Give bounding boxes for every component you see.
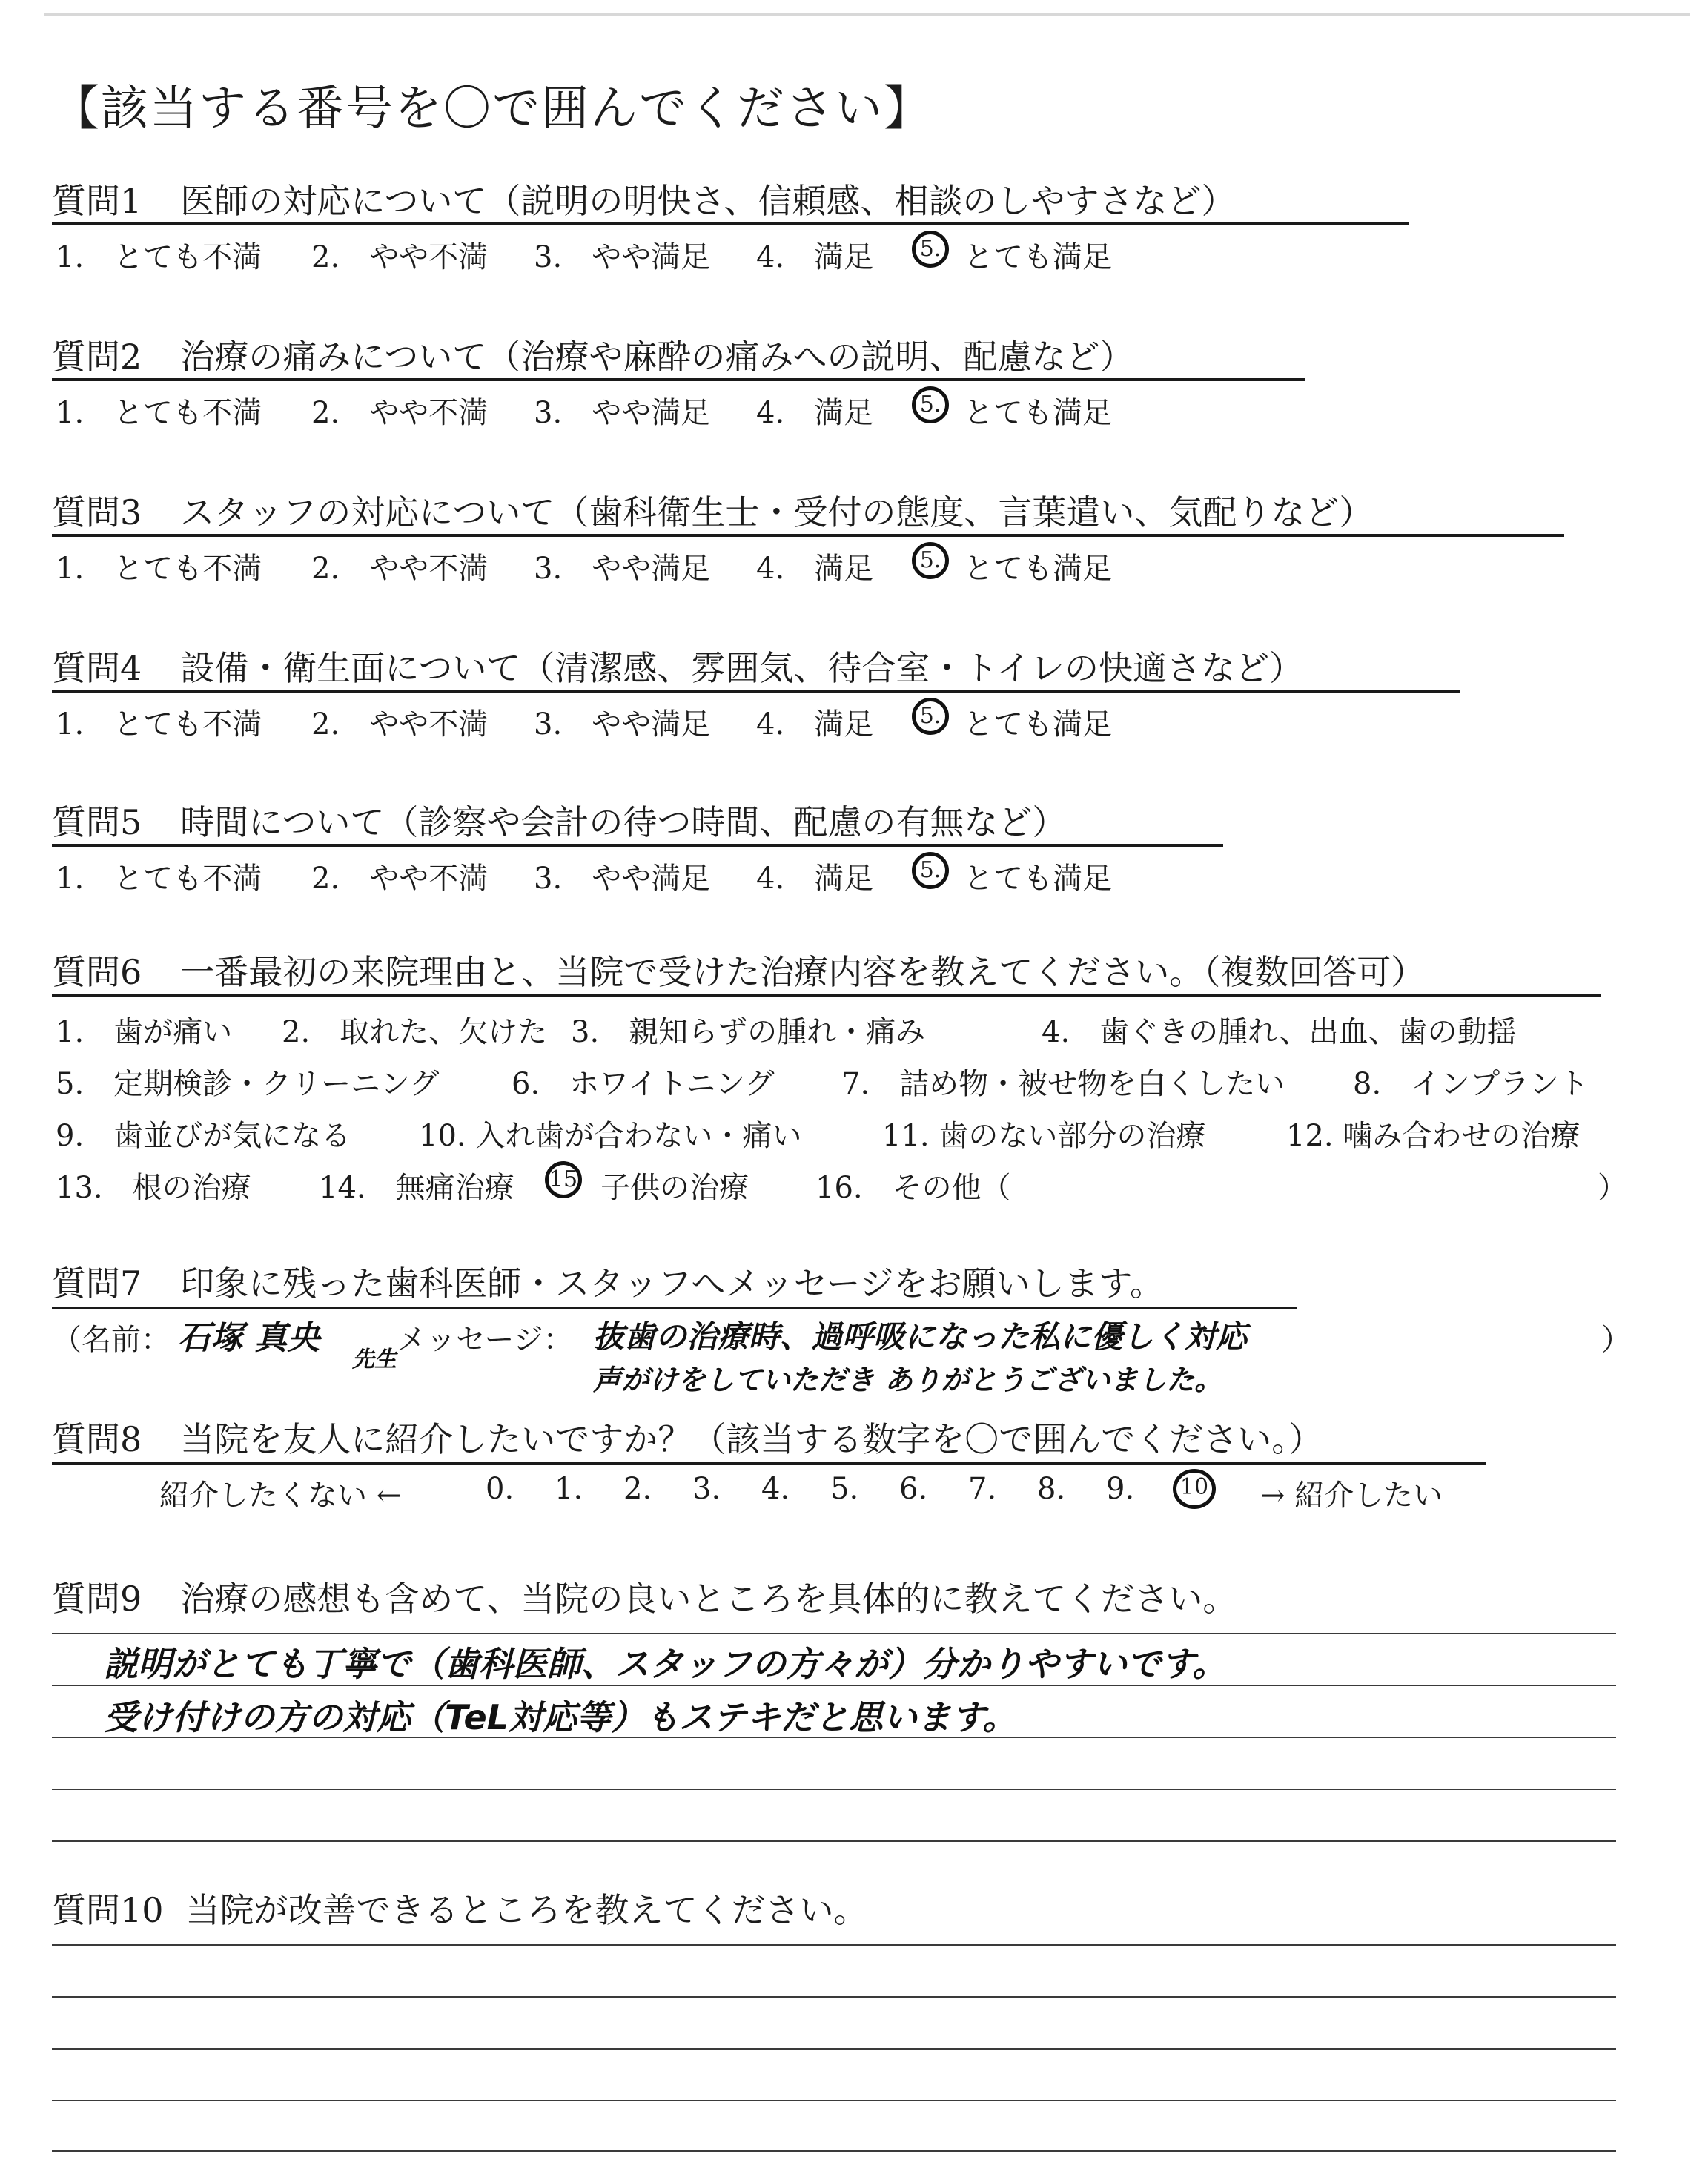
option-5-selected[interactable] [912,545,949,579]
q7-message-line2[interactable]: 声がけをしていただき ありがとうございました。 [593,1364,1223,1396]
q8-option[interactable]: 1. [555,1472,583,1506]
q6-option[interactable]: 8. インプラント [1353,1067,1589,1101]
question-title [52,641,1303,690]
question-text: 設備・衛生面について（清潔感、雰囲気、待合室・トイレの快適さなど） [180,648,1304,688]
satisfaction-options [0,701,1708,745]
option-2[interactable]: 2. やや不満 [311,707,489,742]
option-4[interactable]: 4. 満足 [756,396,874,430]
option-4[interactable]: 4. 満足 [756,707,874,742]
q6-other-close-paren: ） [1598,1171,1627,1205]
q6-option[interactable]: 9. 歯並びが気になる [56,1119,351,1153]
q10-number: 質問10 [52,1890,164,1930]
q7-name-suffix: 先生 [352,1347,397,1373]
option-2[interactable]: 2. やや不満 [311,396,489,430]
q8-option[interactable]: 8. [1037,1472,1066,1506]
q8-title [52,1413,1323,1462]
option-1[interactable]: 1. とても不満 [56,862,262,896]
option-5-label[interactable]: とても満足 [964,240,1112,274]
question-text: スタッフの対応について（歯科衛生士・受付の態度、言葉遣い、気配りなど） [180,492,1374,532]
q6-option[interactable]: 5. 定期検診・クリーニング [56,1067,440,1101]
q8-right-label: → 紹介したい [1260,1479,1443,1513]
q10-title [52,1883,868,1932]
q9-text: 治療の感想も含めて、当院の良いところを具体的に教えてください。 [180,1579,1237,1619]
q7-underline [52,1307,1297,1309]
q7-name-value[interactable]: 石塚 真央 [178,1319,320,1357]
q8-option[interactable]: 9. [1106,1472,1135,1506]
q9-title [52,1572,1237,1621]
q9-answer-line1[interactable]: 説明がとても丁寧で（歯科医師、スタッフの方々が）分かりやすいです。 [104,1644,1227,1684]
satisfaction-options [0,855,1708,899]
q10-text: 当院が改善できるところを教えてください。 [185,1890,868,1930]
q6-option[interactable]: 4. 歯ぐきの腫れ、出血、歯の動揺 [1042,1015,1517,1049]
option-5-selected[interactable] [912,855,949,889]
option-5-label[interactable]: とても満足 [964,552,1112,586]
option-1[interactable]: 1. とても不満 [56,240,262,274]
question-number: 質問5 [52,802,142,842]
q9-number: 質問9 [52,1579,142,1619]
option-5-selected[interactable] [912,234,949,268]
question-number: 質問1 [52,181,142,221]
option-3[interactable]: 3. やや満足 [534,862,711,896]
q6-option[interactable]: 14. 無痛治療 [319,1171,514,1205]
q9-answer-line2[interactable]: 受け付けの方の対応（TeL対応等）もステキだと思います。 [104,1697,1017,1737]
selected-circle-mark: 15 [545,1161,582,1198]
selected-circle-mark: 5. [912,386,949,423]
option-3[interactable]: 3. やや満足 [534,240,711,274]
q7-text: 印象に残った歯科医師・スタッフへメッセージをお願いします。 [180,1264,1164,1304]
q8-option[interactable]: 4. [761,1472,790,1506]
question-title [52,486,1373,535]
q6-option[interactable]: 2. 取れた、欠けた [282,1015,548,1049]
question-number: 質問2 [52,337,142,377]
q8-option[interactable]: 7. [968,1472,997,1506]
option-5-selected[interactable] [912,389,949,423]
answer-line [52,2048,1616,2050]
q7-title [52,1257,1164,1306]
q6-option[interactable]: 12. 噛み合わせの治療 [1286,1119,1580,1153]
q6-option[interactable]: 6. ホワイトニング [512,1067,775,1101]
q6-number: 質問6 [52,952,142,992]
option-3[interactable]: 3. やや満足 [534,396,711,430]
q8-option[interactable]: 3. [692,1472,721,1506]
answer-line [52,1633,1616,1634]
question-text: 医師の対応について（説明の明快さ、信頼感、相談のしやすさなど） [180,181,1236,221]
option-5-label[interactable]: とても満足 [964,707,1112,742]
option-3[interactable]: 3. やや満足 [534,552,711,586]
q8-option[interactable]: 6. [899,1472,928,1506]
q6-option-other[interactable]: 16. その他（ [815,1171,1011,1205]
q6-option[interactable]: 3. 親知らずの腫れ・痛み [571,1015,926,1049]
q6-option[interactable]: 13. 根の治療 [56,1171,251,1205]
selected-circle-mark: 5. [912,542,949,579]
q7-message-line1[interactable]: 抜歯の治療時、過呼吸になった私に優しく対応 [593,1318,1248,1355]
q6-option[interactable]: 子供の治療 [600,1171,749,1205]
q6-title [52,945,1425,994]
answer-line [52,1944,1616,1946]
question-underline [52,534,1564,537]
answer-line [52,1685,1616,1686]
question-title [52,174,1236,223]
selected-circle-mark: 5. [912,698,949,735]
q8-number: 質問8 [52,1419,142,1459]
q8-left-label: 紹介したくない ← [159,1479,402,1513]
q7-number: 質問7 [52,1264,142,1304]
selected-circle-mark: 10 [1173,1469,1216,1509]
question-title [52,796,1066,845]
selected-circle-mark: 5. [912,852,949,889]
question-underline [52,844,1223,847]
q8-option-selected[interactable] [1173,1472,1216,1509]
option-2[interactable]: 2. やや不満 [311,862,489,896]
q8-text: 当院を友人に紹介したいですか？（該当する数字を〇で囲んでください。） [180,1419,1323,1459]
q6-option[interactable]: 10. 入れ歯が合わない・痛い [419,1119,802,1153]
satisfaction-options [0,545,1708,589]
option-4[interactable]: 4. 満足 [756,552,874,586]
question-title [52,330,1133,379]
option-4[interactable]: 4. 満足 [756,240,874,274]
option-2[interactable]: 2. やや不満 [311,552,489,586]
question-number: 質問4 [52,648,142,688]
option-1[interactable]: 1. とても不満 [56,396,262,430]
q8-option[interactable]: 0. [486,1472,514,1506]
q7-message-label: メッセージ： [397,1323,573,1357]
option-5-label[interactable]: とても満足 [964,396,1112,430]
satisfaction-options [0,389,1708,434]
option-1[interactable]: 1. とても不満 [56,552,262,586]
question-number: 質問3 [52,492,142,532]
option-1[interactable]: 1. とても不満 [56,707,262,742]
option-5-label[interactable]: とても満足 [964,862,1112,896]
q6-option-selected[interactable] [545,1164,582,1198]
q6-option[interactable]: 11. 歯のない部分の治療 [882,1119,1206,1153]
scan-edge [44,13,1690,20]
option-2[interactable]: 2. やや不満 [311,240,489,274]
q8-option[interactable]: 2. [623,1472,652,1506]
option-4[interactable]: 4. 満足 [756,862,874,896]
q7-name-label: （名前： [52,1323,171,1357]
answer-line [52,1789,1616,1790]
answer-line [52,1996,1616,1998]
q6-underline [52,994,1601,997]
option-3[interactable]: 3. やや満足 [534,707,711,742]
question-underline [52,378,1305,381]
q6-option[interactable]: 7. 詰め物・被せ物を白くしたい [841,1067,1285,1101]
option-5-selected[interactable] [912,701,949,735]
answer-line [52,2150,1616,2152]
question-underline [52,690,1460,693]
answer-line [52,2100,1616,2101]
question-text: 時間について（診察や会計の待つ時間、配慮の有無など） [180,802,1067,842]
q6-option[interactable]: 1. 歯が痛い [56,1015,233,1049]
q8-underline [52,1462,1486,1465]
page-header: 【該当する番号を〇で囲んでください】 [52,82,933,136]
answer-line [52,1737,1616,1738]
q6-text: 一番最初の来院理由と、当院で受けた治療内容を教えてください。（複数回答可） [180,952,1426,992]
q8-option[interactable]: 5. [830,1472,859,1506]
selected-circle-mark: 5. [912,231,949,268]
satisfaction-options [0,234,1708,278]
answer-line [52,1840,1616,1842]
question-text: 治療の痛みについて（治療や麻酔の痛みへの説明、配慮など） [180,337,1134,377]
question-underline [52,222,1409,225]
q7-close-paren: ） [1601,1323,1631,1357]
